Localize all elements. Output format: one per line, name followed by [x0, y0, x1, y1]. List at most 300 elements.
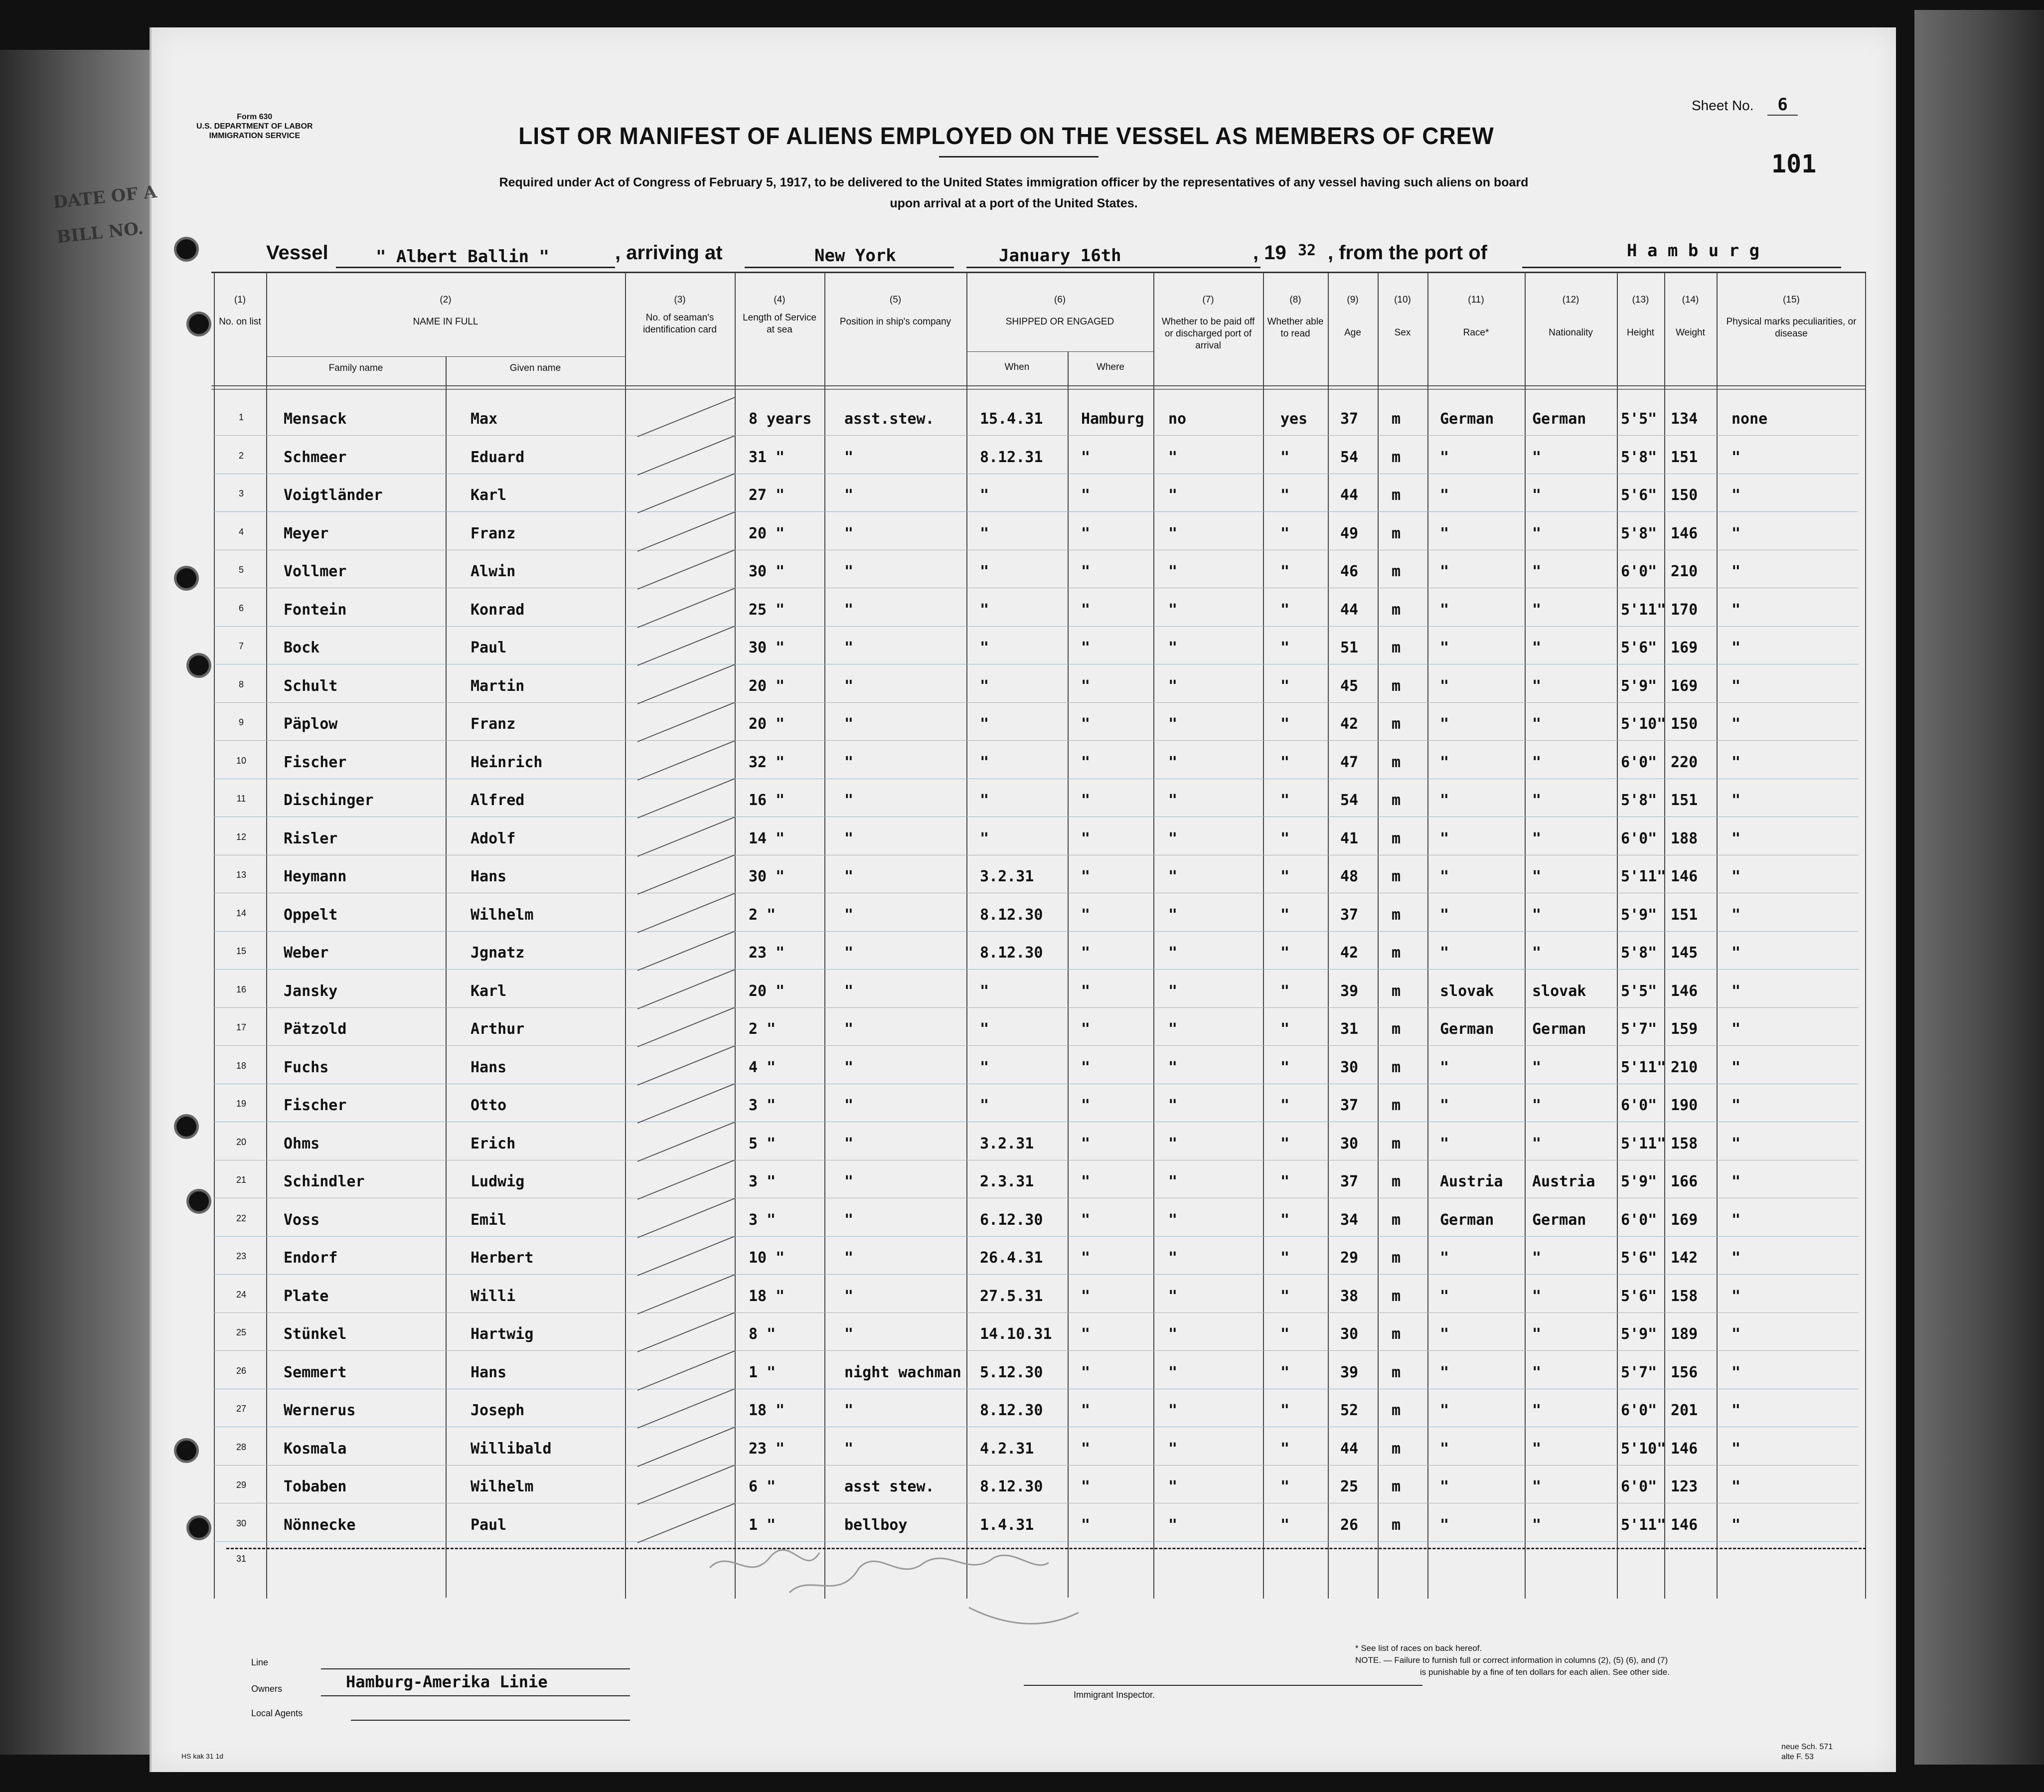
cell-sex: m: [1392, 1020, 1401, 1038]
cell-marks: ": [1731, 524, 1741, 542]
cell-sex: m: [1392, 448, 1401, 466]
row-rule: [214, 1465, 1859, 1466]
cell-nationality: ": [1532, 753, 1542, 771]
cell-height: 5'10": [1621, 715, 1666, 733]
cell-age: 30: [1340, 1058, 1359, 1076]
cell-read: ": [1280, 1516, 1290, 1534]
cell-given: Hans: [471, 1058, 507, 1076]
cell-service: 4 ": [749, 1058, 776, 1076]
cell-family: Schindler: [284, 1173, 365, 1190]
cell-given: Alfred: [471, 792, 525, 809]
cell-age: 54: [1340, 792, 1359, 809]
cell-nationality: ": [1532, 1516, 1542, 1534]
cell-read: ": [1280, 1173, 1290, 1190]
cell-service: 18 ": [749, 1287, 785, 1305]
cell-given: Arthur: [471, 1020, 525, 1038]
punch-hole: [186, 312, 211, 336]
id-card-check-mark: [637, 854, 735, 895]
cell-sex: m: [1392, 677, 1401, 695]
cell-sex: m: [1392, 524, 1401, 542]
cell-height: 5'6": [1621, 487, 1657, 504]
cell-read: ": [1280, 944, 1290, 962]
cell-position: ": [844, 563, 854, 580]
cell-sex: m: [1392, 1440, 1401, 1458]
cell-marks: ": [1731, 1287, 1741, 1305]
cell-read: ": [1280, 1478, 1290, 1495]
cell-height: 6'0": [1621, 1097, 1657, 1114]
cell-read: ": [1280, 1020, 1290, 1038]
id-card-check-mark: [637, 549, 735, 590]
row-number: 9: [238, 717, 244, 727]
cell-position: ": [844, 753, 854, 771]
cell-race: ": [1440, 524, 1449, 542]
row-number: 25: [236, 1327, 247, 1337]
cell-family: Fischer: [284, 753, 347, 771]
id-card-check-mark: [637, 1198, 735, 1238]
cell-height: 5'8": [1621, 944, 1657, 962]
cell-family: Tobaben: [284, 1478, 347, 1495]
cell-service: 30 ": [749, 639, 785, 656]
cell-position: ": [844, 601, 854, 619]
cell-family: Dischinger: [284, 792, 374, 809]
cell-position: ": [844, 1173, 854, 1190]
cell-family: Bock: [284, 639, 320, 656]
row-number: 28: [236, 1442, 247, 1452]
cell-nationality: ": [1532, 524, 1542, 542]
cell-service: 30 ": [749, 868, 785, 885]
cell-position: bellboy: [844, 1516, 908, 1534]
cell-marks: ": [1731, 829, 1741, 847]
row-number: 4: [238, 526, 244, 537]
cell-age: 37: [1340, 906, 1359, 924]
row-rule: [214, 435, 1859, 436]
cell-race: ": [1440, 944, 1449, 962]
cell-sex: m: [1392, 1402, 1401, 1419]
cell-paid: ": [1168, 1135, 1178, 1152]
id-card-check-mark: [637, 1465, 735, 1505]
id-card-check-mark: [637, 740, 735, 781]
cell-marks: ": [1731, 601, 1741, 619]
cell-where: ": [1081, 639, 1091, 656]
cell-where: ": [1081, 1211, 1091, 1229]
cell-family: Semmert: [284, 1363, 347, 1381]
cell-race: ": [1440, 487, 1449, 504]
col-header-where: Where: [1097, 362, 1124, 372]
cell-given: Franz: [471, 715, 516, 733]
cell-service: 3 ": [749, 1211, 776, 1229]
cell-height: 6'0": [1621, 829, 1657, 847]
cell-service: 18 ": [749, 1402, 785, 1419]
cell-when: ": [980, 487, 989, 504]
cell-marks: ": [1731, 1325, 1741, 1343]
from-port: H a m b u r g: [1627, 241, 1760, 261]
cell-position: ": [844, 1211, 854, 1229]
row-number: 2: [238, 450, 244, 461]
cell-sex: m: [1392, 1058, 1401, 1076]
cell-given: Emil: [471, 1211, 507, 1229]
cell-position: ": [844, 829, 854, 847]
row-number: 16: [236, 984, 247, 994]
cell-paid: no: [1168, 410, 1187, 428]
col-header-10: (10) Sex: [1394, 295, 1411, 338]
col-header-5: (5) Position in ship's company: [839, 295, 951, 327]
cell-race: Austria: [1440, 1173, 1503, 1190]
cell-sex: m: [1392, 792, 1401, 809]
cell-position: ": [844, 944, 854, 962]
owners-value: Hamburg-Amerika Linie: [346, 1672, 548, 1691]
row-rule: [214, 1045, 1859, 1046]
cell-service: 16 ": [749, 792, 785, 809]
cell-marks: none: [1731, 410, 1768, 428]
cell-age: 42: [1340, 715, 1359, 733]
cell-sex: m: [1392, 1211, 1401, 1229]
cell-given: Hartwig: [471, 1325, 534, 1343]
cell-height: 5'7": [1621, 1363, 1657, 1381]
cell-nationality: ": [1532, 715, 1542, 733]
cell-weight: 151: [1671, 448, 1698, 466]
cell-where: ": [1081, 982, 1091, 1000]
row-number: 24: [236, 1289, 247, 1300]
cell-service: 20 ": [749, 677, 785, 695]
cell-weight: 146: [1671, 524, 1698, 542]
cell-when: 8.12.30: [980, 1402, 1043, 1419]
cell-read: ": [1280, 1402, 1290, 1419]
inspector-label: Immigrant Inspector.: [1074, 1690, 1155, 1700]
cell-height: 5'6": [1621, 1287, 1657, 1305]
cell-position: ": [844, 1058, 854, 1076]
cell-nationality: Austria: [1532, 1173, 1595, 1190]
cell-weight: 151: [1671, 792, 1698, 809]
row-number: 5: [238, 565, 244, 575]
cell-sex: m: [1392, 1173, 1401, 1190]
cell-age: 44: [1340, 487, 1359, 504]
cell-read: ": [1280, 1211, 1290, 1229]
row-number: 19: [236, 1099, 247, 1109]
cell-weight: 158: [1671, 1287, 1698, 1305]
cell-nationality: ": [1532, 1440, 1542, 1458]
row-rule: [214, 626, 1859, 627]
id-card-check-mark: [637, 969, 735, 1009]
punch-hole: [174, 1114, 199, 1139]
cell-age: 42: [1340, 944, 1359, 962]
service: IMMIGRATION SERVICE: [209, 132, 300, 140]
cell-paid: ": [1168, 563, 1178, 580]
cell-weight: 145: [1671, 944, 1698, 962]
cell-sex: m: [1392, 563, 1401, 580]
cell-paid: ": [1168, 448, 1178, 466]
cell-nationality: German: [1532, 1020, 1586, 1038]
cell-nationality: ": [1532, 792, 1542, 809]
cell-nationality: ": [1532, 1363, 1542, 1381]
cell-height: 6'0": [1621, 1402, 1657, 1419]
manifest-page: [150, 27, 1896, 1772]
cell-marks: ": [1731, 1440, 1741, 1458]
row-rule: [214, 816, 1859, 817]
cell-read: ": [1280, 487, 1290, 504]
cell-age: 25: [1340, 1478, 1359, 1495]
id-card-check-mark: [637, 893, 735, 933]
cell-height: 5'10": [1621, 1440, 1666, 1458]
cell-where: ": [1081, 524, 1091, 542]
row-number: 8: [238, 679, 244, 689]
cell-when: ": [980, 601, 989, 619]
cell-marks: ": [1731, 753, 1741, 771]
cell-height: 5'9": [1621, 906, 1657, 924]
cell-age: 48: [1340, 868, 1359, 885]
cell-position: ": [844, 1287, 854, 1305]
cell-weight: 146: [1671, 868, 1698, 885]
cell-height: 5'7": [1621, 1020, 1657, 1038]
cell-position: ": [844, 677, 854, 695]
owners-label: Owners: [251, 1684, 283, 1694]
cell-family: Ohms: [284, 1135, 320, 1152]
cell-given: Wilhelm: [471, 1478, 534, 1495]
cell-marks: ": [1731, 1363, 1741, 1381]
cell-read: ": [1280, 868, 1290, 885]
cell-where: ": [1081, 1020, 1091, 1038]
cell-where: ": [1081, 1440, 1091, 1458]
row-number: 3: [238, 489, 244, 498]
cell-nationality: ": [1532, 448, 1542, 466]
cell-service: 20 ": [749, 524, 785, 542]
row-number: 22: [236, 1213, 247, 1223]
page-subtitle: [361, 172, 1667, 214]
row-rule: [214, 511, 1859, 512]
cell-where: ": [1081, 906, 1091, 924]
cell-weight: 166: [1671, 1173, 1698, 1190]
cell-where: ": [1081, 1402, 1091, 1419]
cell-paid: ": [1168, 1363, 1178, 1381]
sheet-label: Sheet No.: [1692, 98, 1754, 113]
cell-height: 5'9": [1621, 1173, 1657, 1190]
cell-nationality: German: [1532, 410, 1586, 428]
cell-marks: ": [1731, 1211, 1741, 1229]
id-card-check-mark: [637, 664, 735, 704]
cell-service: 3 ": [749, 1097, 776, 1114]
cell-service: 1 ": [749, 1516, 776, 1534]
col-header-14: (14) Weight: [1676, 295, 1705, 338]
cell-weight: 169: [1671, 677, 1698, 695]
row-number: 27: [236, 1404, 247, 1414]
cell-when: ": [980, 1058, 989, 1076]
id-card-check-mark: [637, 1083, 735, 1124]
cell-paid: ": [1168, 1287, 1178, 1305]
local-agents-label: Local Agents: [251, 1708, 303, 1718]
cell-age: 37: [1340, 1097, 1359, 1114]
cell-family: Stünkel: [284, 1325, 347, 1343]
cell-nationality: ": [1532, 1135, 1542, 1152]
cell-paid: ": [1168, 982, 1178, 1000]
cell-nationality: ": [1532, 944, 1542, 962]
cell-given: Karl: [471, 487, 507, 504]
cell-family: Schult: [284, 677, 338, 695]
id-card-check-mark: [637, 1274, 735, 1314]
row-number: 17: [236, 1022, 247, 1032]
cell-where: ": [1081, 944, 1091, 962]
sheet-number-block: [1692, 95, 1798, 115]
cell-where: ": [1081, 1097, 1091, 1114]
cell-height: 5'9": [1621, 677, 1657, 695]
cell-position: ": [844, 868, 854, 885]
cell-given: Otto: [471, 1097, 507, 1114]
cell-when: ": [980, 1097, 989, 1114]
cell-family: Endorf: [284, 1249, 338, 1267]
cell-height: 5'11": [1621, 1058, 1666, 1076]
cell-age: 44: [1340, 601, 1359, 619]
cell-position: ": [844, 1325, 854, 1343]
cell-race: ": [1440, 601, 1449, 619]
cell-weight: 146: [1671, 1516, 1698, 1534]
cell-height: 5'8": [1621, 448, 1657, 466]
cell-age: 30: [1340, 1325, 1359, 1343]
cell-paid: ": [1168, 1097, 1178, 1114]
arriving-label: , arriving at: [615, 242, 723, 264]
cell-family: Pätzold: [284, 1020, 347, 1038]
cell-race: German: [1440, 410, 1494, 428]
id-card-check-mark: [637, 511, 735, 552]
cell-read: ": [1280, 1135, 1290, 1152]
cell-marks: ": [1731, 563, 1741, 580]
col-header-family: Family name: [328, 363, 383, 373]
right-page-edge: [1914, 10, 2044, 1765]
cell-weight: 150: [1671, 487, 1698, 504]
cell-marks: ": [1731, 715, 1741, 733]
cell-age: 44: [1340, 1440, 1359, 1458]
cell-weight: 142: [1671, 1249, 1698, 1267]
cell-race: German: [1440, 1211, 1494, 1229]
cell-weight: 134: [1671, 410, 1698, 428]
cell-position: ": [844, 906, 854, 924]
cell-position: ": [844, 1249, 854, 1267]
cell-read: ": [1280, 1287, 1290, 1305]
cell-when: ": [980, 715, 989, 733]
row-number: 1: [238, 412, 244, 422]
cell-position: asst.stew.: [844, 410, 935, 428]
cell-weight: 158: [1671, 1135, 1698, 1152]
cell-position: night wachman: [844, 1363, 961, 1381]
row-rule: [214, 1350, 1859, 1351]
row-number: 14: [236, 908, 247, 918]
row-number: 26: [236, 1365, 247, 1376]
cell-when: ": [980, 639, 989, 656]
cell-when: ": [980, 524, 989, 542]
cell-given: Karl: [471, 982, 507, 1000]
cell-marks: ": [1731, 906, 1741, 924]
cell-read: ": [1280, 753, 1290, 771]
cell-when: ": [980, 1020, 989, 1038]
cell-read: ": [1280, 1249, 1290, 1267]
cell-read: ": [1280, 524, 1290, 542]
cell-when: ": [980, 792, 989, 809]
cell-paid: ": [1168, 792, 1178, 809]
col-header-when: When: [1004, 362, 1030, 372]
cell-position: ": [844, 639, 854, 656]
punch-hole: [186, 1189, 211, 1214]
cell-where: Hamburg: [1081, 410, 1144, 428]
cell-service: 14 ": [749, 829, 785, 847]
form-number: Form 630: [237, 113, 273, 121]
cell-when: 8.12.30: [980, 1478, 1043, 1495]
cell-read: ": [1280, 563, 1290, 580]
id-card-check-mark: [637, 473, 735, 513]
year-prefix: , 19: [1253, 242, 1286, 264]
cell-marks: ": [1731, 1478, 1741, 1495]
cell-paid: ": [1168, 1173, 1178, 1190]
cell-read: ": [1280, 1440, 1290, 1458]
cell-race: ": [1440, 715, 1449, 733]
cell-marks: ": [1731, 1020, 1741, 1038]
cell-family: Schmeer: [284, 448, 347, 466]
cell-family: Voigtländer: [284, 487, 383, 504]
col-header-6: (6) SHIPPED OR ENGAGED: [1005, 295, 1114, 327]
cell-weight: 159: [1671, 1020, 1698, 1038]
cell-where: ": [1081, 448, 1091, 466]
cell-given: Alwin: [471, 563, 516, 580]
cell-family: Plate: [284, 1287, 329, 1305]
cell-sex: m: [1392, 906, 1401, 924]
cell-nationality: slovak: [1532, 982, 1586, 1000]
cell-sex: m: [1392, 829, 1401, 847]
cell-when: 15.4.31: [980, 410, 1043, 428]
cell-service: 2 ": [749, 906, 776, 924]
cell-paid: ": [1168, 524, 1178, 542]
cell-given: Max: [471, 410, 498, 428]
cell-sex: m: [1392, 982, 1401, 1000]
cell-sex: m: [1392, 1249, 1401, 1267]
cell-where: ": [1081, 715, 1091, 733]
cell-service: 25 ": [749, 601, 785, 619]
margin-stamp-line-2: BILL NO.: [55, 218, 145, 248]
cell-height: 5'11": [1621, 1135, 1666, 1152]
cell-marks: ": [1731, 1516, 1741, 1534]
cell-where: ": [1081, 1363, 1091, 1381]
cell-service: 10 ": [749, 1249, 785, 1267]
cell-family: Weber: [284, 944, 329, 962]
cell-age: 41: [1340, 829, 1359, 847]
cell-sex: m: [1392, 487, 1401, 504]
cell-age: 26: [1340, 1516, 1359, 1534]
cell-weight: 220: [1671, 753, 1698, 771]
cell-given: Franz: [471, 524, 516, 542]
id-card-check-mark: [637, 1388, 735, 1429]
margin-stamp: [51, 174, 168, 260]
cell-family: Risler: [284, 829, 338, 847]
cell-paid: ": [1168, 1249, 1178, 1267]
cell-given: Herbert: [471, 1249, 534, 1267]
cell-where: ": [1081, 1287, 1091, 1305]
cell-where: ": [1081, 1058, 1091, 1076]
cell-paid: ": [1168, 677, 1178, 695]
cell-age: 46: [1340, 563, 1359, 580]
cell-nationality: ": [1532, 639, 1542, 656]
cell-read: ": [1280, 1097, 1290, 1114]
cell-paid: ": [1168, 1402, 1178, 1419]
cell-given: Konrad: [471, 601, 525, 619]
cell-position: ": [844, 1135, 854, 1152]
cell-sex: m: [1392, 639, 1401, 656]
cell-position: ": [844, 524, 854, 542]
cell-marks: ": [1731, 1135, 1741, 1152]
cell-age: 52: [1340, 1402, 1359, 1419]
cell-race: ": [1440, 1363, 1449, 1381]
cell-height: 5'11": [1621, 1516, 1666, 1534]
cell-age: 29: [1340, 1249, 1359, 1267]
cell-given: Hans: [471, 1363, 507, 1381]
cell-race: ": [1440, 448, 1449, 466]
cell-when: 3.2.31: [980, 868, 1034, 885]
col-header-13: (13) Height: [1627, 295, 1654, 338]
id-card-check-mark: [637, 778, 735, 818]
